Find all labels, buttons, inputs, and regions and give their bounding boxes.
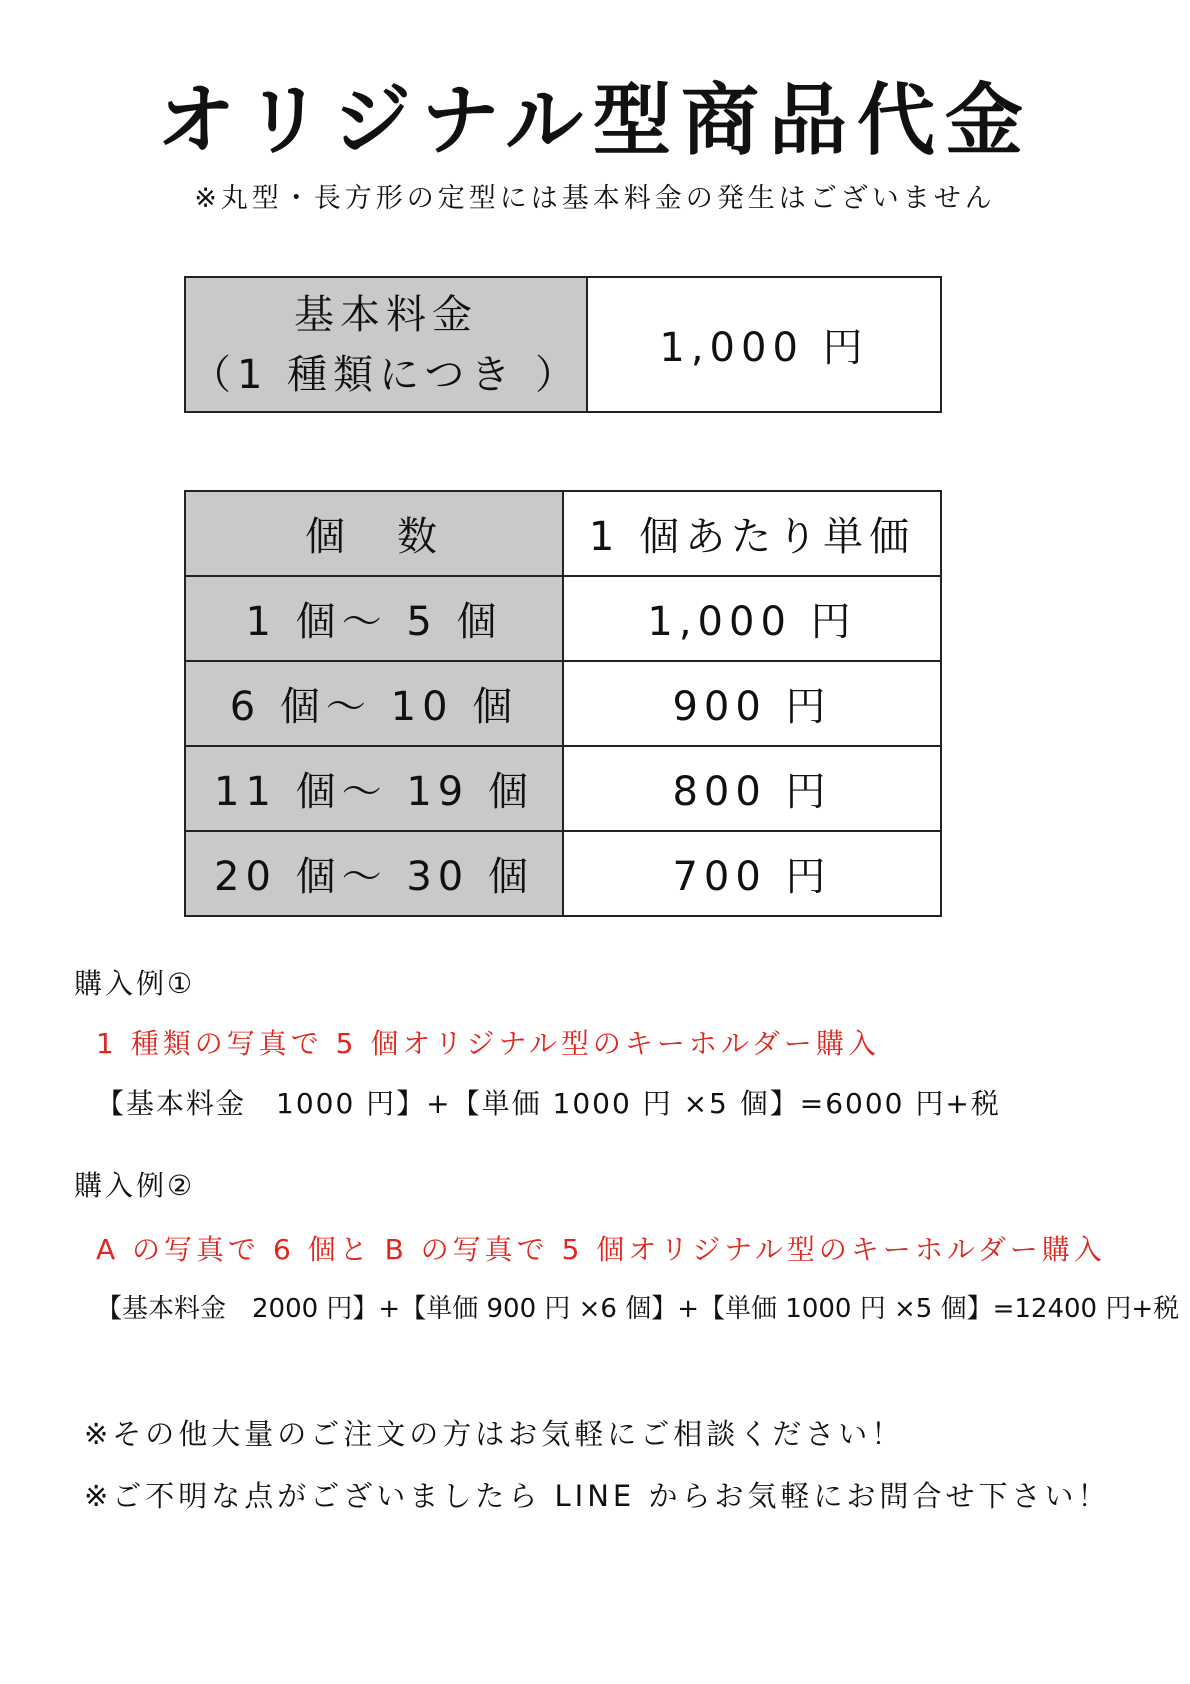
- unit-price-table: [184, 490, 942, 917]
- table-row: [185, 746, 941, 831]
- base-fee-label-cell: [185, 277, 587, 412]
- example-2-heading: 購入例②: [74, 1169, 196, 1202]
- table-row: [185, 576, 941, 661]
- page-title: オリジナル型商品代金: [156, 76, 1034, 166]
- example-1-description: 1 種類の写真で 5 個オリジナル型のキーホルダー購入: [96, 1027, 880, 1060]
- base-fee-table: [184, 276, 942, 413]
- base-fee-value: 1,000 円: [587, 277, 941, 412]
- table-row: [185, 831, 941, 916]
- example-2-formula: 【基本料金 2000 円】+【単価 900 円 ×6 個】+【単価 1000 円 ×5 個】=12400 円+税: [96, 1294, 1180, 1324]
- quantity-cell: 6 個〜 10 個: [185, 661, 563, 746]
- page-subtitle: ※丸型・長方形の定型には基本料金の発生はございません: [194, 183, 996, 214]
- price-cell: 1,000 円: [563, 576, 941, 661]
- table-row: [185, 661, 941, 746]
- note-bulk-order: ※その他大量のご注文の方はお気軽にご相談ください！: [84, 1417, 905, 1451]
- quantity-cell: 1 個〜 5 個: [185, 576, 563, 661]
- price-cell: 800 円: [563, 746, 941, 831]
- quantity-cell: 11 個〜 19 個: [185, 746, 563, 831]
- example-2-description: A の写真で 6 個と B の写真で 5 個オリジナル型のキーホルダー購入: [96, 1233, 1106, 1266]
- header-unit-price: 1 個あたり単価: [563, 491, 941, 576]
- price-cell: 700 円: [563, 831, 941, 916]
- example-1-formula: 【基本料金 1000 円】+【単価 1000 円 ×5 個】=6000 円+税: [96, 1087, 1001, 1120]
- quantity-cell: 20 個〜 30 個: [185, 831, 563, 916]
- price-cell: 900 円: [563, 661, 941, 746]
- base-fee-label-line1: 基本料金: [294, 291, 478, 338]
- header-quantity: 個 数: [185, 491, 563, 576]
- price-table-header-row: [185, 491, 941, 576]
- base-fee-label-line2: （1 種類につき ）: [190, 351, 582, 398]
- note-line-contact: ※ご不明な点がございましたら LINE からお気軽にお問合せ下さい！: [84, 1479, 1111, 1513]
- base-fee-row: [185, 277, 941, 412]
- example-1-heading: 購入例①: [74, 967, 196, 1000]
